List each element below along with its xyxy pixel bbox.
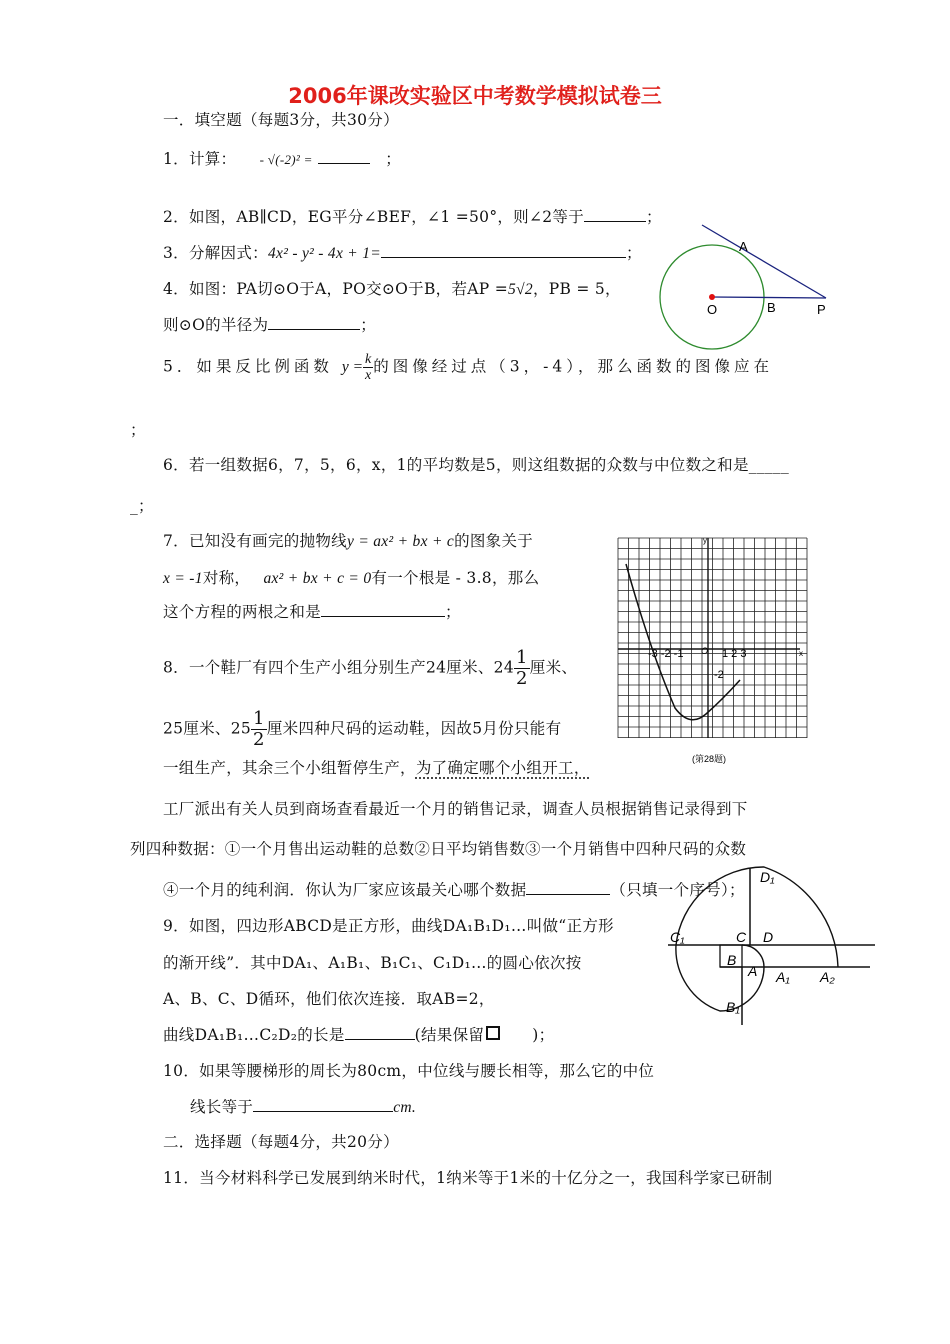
q4-text-c: 则⊙O的半径为	[163, 316, 269, 334]
question-8-line-3	[163, 756, 590, 778]
q5-text-b: 的图像经过点（3，-4），那么函数的图像应在	[373, 357, 773, 376]
q7-text-c4: 有一个根是 - 3.8，那么	[371, 569, 540, 587]
q8-text-e2: 为了确定哪个小组开工，	[415, 759, 590, 777]
q8-text-c: 25厘米、25	[163, 719, 252, 738]
q3-end: ；	[626, 244, 642, 262]
q1-label: 1．计算：	[163, 150, 237, 168]
grid-x-label: x	[799, 649, 803, 658]
label-b-spiral: B	[727, 952, 737, 968]
q8-text-h: ④一个月的纯利润．你认为厂家应该最关心哪个数据	[163, 881, 527, 899]
q2-end: ；	[646, 208, 662, 226]
involute-spiral-figure	[660, 860, 880, 1030]
q1-expr: - √(-2)² =	[259, 152, 313, 167]
label-p: P	[817, 302, 826, 317]
question-8-line-2	[163, 709, 561, 750]
grid-caption: (第28题)	[692, 754, 727, 764]
q10-unit: cm.	[393, 1099, 417, 1116]
question-11: 11．当今材料科学已发展到纳米时代，1纳米等于1米的十亿分之一，我国科学家已研制	[163, 1169, 773, 1187]
label-b1: B₁	[726, 999, 740, 1015]
label-d1: D₁	[760, 869, 775, 885]
section-2-heading: 二．选择题（每题4分，共20分）	[163, 1133, 399, 1151]
q5-end: ；	[130, 421, 146, 439]
question-4-line-1	[163, 277, 621, 299]
spiral-curve	[676, 867, 838, 1011]
grid-y-label: y	[703, 536, 707, 545]
question-9-line-1: 9．如图，四边形ABCD是正方形，曲线DA₁B₁D₁…叫做“正方形	[163, 917, 614, 935]
label-a2: A₂	[820, 969, 835, 985]
grid-pos-ticks: 1 2 3	[722, 648, 747, 660]
q10-text-b: 线长等于	[190, 1098, 254, 1116]
question-6-line-2: _；	[130, 497, 154, 515]
q5-numerator: k	[365, 352, 372, 367]
question-9-line-4	[163, 1023, 554, 1045]
line-po	[712, 297, 826, 298]
q7-equation: y = ax² + bx + c	[346, 533, 455, 550]
label-c: C	[736, 929, 747, 945]
question-9-line-3: A、B、C、D循环，他们依次连接．取AB=2，	[163, 990, 495, 1008]
q10-answer-blank[interactable]	[253, 1095, 393, 1112]
grid-neg2: -2	[714, 669, 724, 681]
question-7-line-3	[163, 600, 461, 622]
tangent-circle-figure	[650, 220, 840, 360]
q7-text-a: 7．已知没有画完的抛物线	[163, 532, 347, 550]
q8-frac-num-2: 1	[253, 708, 265, 729]
q7-answer-blank[interactable]	[321, 600, 445, 617]
q8-answer-blank[interactable]	[526, 878, 610, 895]
question-8-line-1	[163, 648, 577, 689]
q4-text-a: 4．如图：PA切⊙O于A，PO交⊙O于B，若AP =	[163, 280, 509, 298]
q8-frac-den-1: 2	[516, 668, 528, 689]
label-b: B	[767, 300, 776, 315]
label-o: O	[707, 302, 718, 317]
q3-label: 3．分解因式：	[163, 244, 268, 262]
q8-text-e1: 一组生产，其余三个小组暂停生产，	[163, 759, 416, 777]
section-1-heading: 一．填空题（每题3分，共30分）	[163, 111, 399, 129]
q3-expr: 4x² - y² - 4x + 1=	[267, 245, 382, 262]
q7-text-d: 这个方程的两根之和是	[163, 603, 322, 621]
q9-text-e: (结果保留	[414, 1026, 485, 1044]
q8-text-d: 厘米四种尺码的运动鞋，因故5月份只能有	[266, 719, 562, 738]
q4-text-b: ，PB = 5，	[532, 280, 621, 298]
center-point	[709, 294, 715, 300]
q8-text-a: 8．一个鞋厂有四个生产小组分别生产24厘米、24	[163, 658, 515, 677]
q4-end: ；	[360, 316, 377, 334]
label-a-spiral: A	[748, 963, 758, 979]
question-7-line-1	[163, 529, 533, 551]
question-8-line-5: 列四种数据：①一个月售出运动鞋的总数②日平均销售数③一个月销售中四种尺码的众数	[130, 840, 747, 858]
question-10-line-2	[190, 1095, 416, 1117]
q8-text-h2: （只填一个序号）；	[610, 881, 745, 899]
q1-answer-blank[interactable]	[318, 147, 370, 164]
question-1	[163, 147, 401, 169]
question-6-line-1: 6．若一组数据6，7，5，6，x，1的平均数是5，则这组数据的众数与中位数之和是_____	[163, 456, 790, 474]
q7-axis: x = -1	[163, 570, 203, 587]
spiral-axes	[668, 868, 875, 1025]
parabola-grid-figure	[610, 530, 810, 770]
q7-text-c2: 对称，	[202, 569, 251, 587]
q9-text-d: 曲线DA₁B₁…C₂D₂的长是	[163, 1026, 345, 1044]
q8-frac-num-1: 1	[516, 647, 528, 668]
q7-end: ；	[445, 603, 461, 621]
q8-frac-den-2: 2	[253, 729, 265, 750]
tangent-line-pa	[702, 225, 826, 298]
question-7-line-2	[163, 566, 539, 588]
q5-y: y =	[341, 358, 364, 376]
q9-answer-blank[interactable]	[345, 1023, 415, 1040]
grid-neg-ticks: -3 -2 -1	[648, 648, 684, 660]
question-8-line-6	[163, 878, 745, 900]
pi-placeholder-icon	[486, 1026, 500, 1040]
q5-text-a: 5．如果反比例函数	[163, 357, 333, 376]
q7-root-equation: ax² + bx + c = 0	[263, 570, 372, 587]
q8-text-b: 厘米、	[529, 658, 578, 677]
grid-origin: O	[701, 646, 709, 656]
page-title: 2006年课改实验区中考数学模拟试卷三	[288, 84, 662, 108]
label-c1: C₁	[670, 929, 685, 945]
question-4-line-2	[163, 313, 376, 335]
question-2	[163, 205, 662, 227]
question-8-line-4: 工厂派出有关人员到商场查看最近一个月的销售记录，调查人员根据销售记录得到下	[163, 800, 748, 818]
question-10-line-1: 10．如果等腰梯形的周长为80cm，中位线与腰长相等，那么它的中位	[163, 1062, 655, 1080]
q3-answer-blank[interactable]	[381, 241, 626, 258]
q1-end: ；	[385, 150, 402, 168]
q7-text-b: 的图象关于	[454, 532, 534, 550]
q5-denominator: x	[365, 368, 372, 383]
question-3	[163, 241, 642, 263]
label-d: D	[763, 929, 774, 945]
q2-answer-blank[interactable]	[584, 205, 646, 222]
q4-answer-blank[interactable]	[268, 313, 360, 330]
question-9-line-2: 的渐开线”．其中DA₁、A₁B₁、B₁C₁、C₁D₁…的圆心依次按	[163, 954, 582, 972]
label-a: A	[739, 239, 748, 254]
label-a1: A₁	[776, 969, 790, 985]
q2-text: 2．如图，AB∥CD，EG平分∠BEF，∠1 =50°，则∠2等于	[163, 208, 585, 226]
q9-text-f: )；	[532, 1026, 555, 1044]
q4-ap-value: 5√2	[508, 281, 533, 298]
